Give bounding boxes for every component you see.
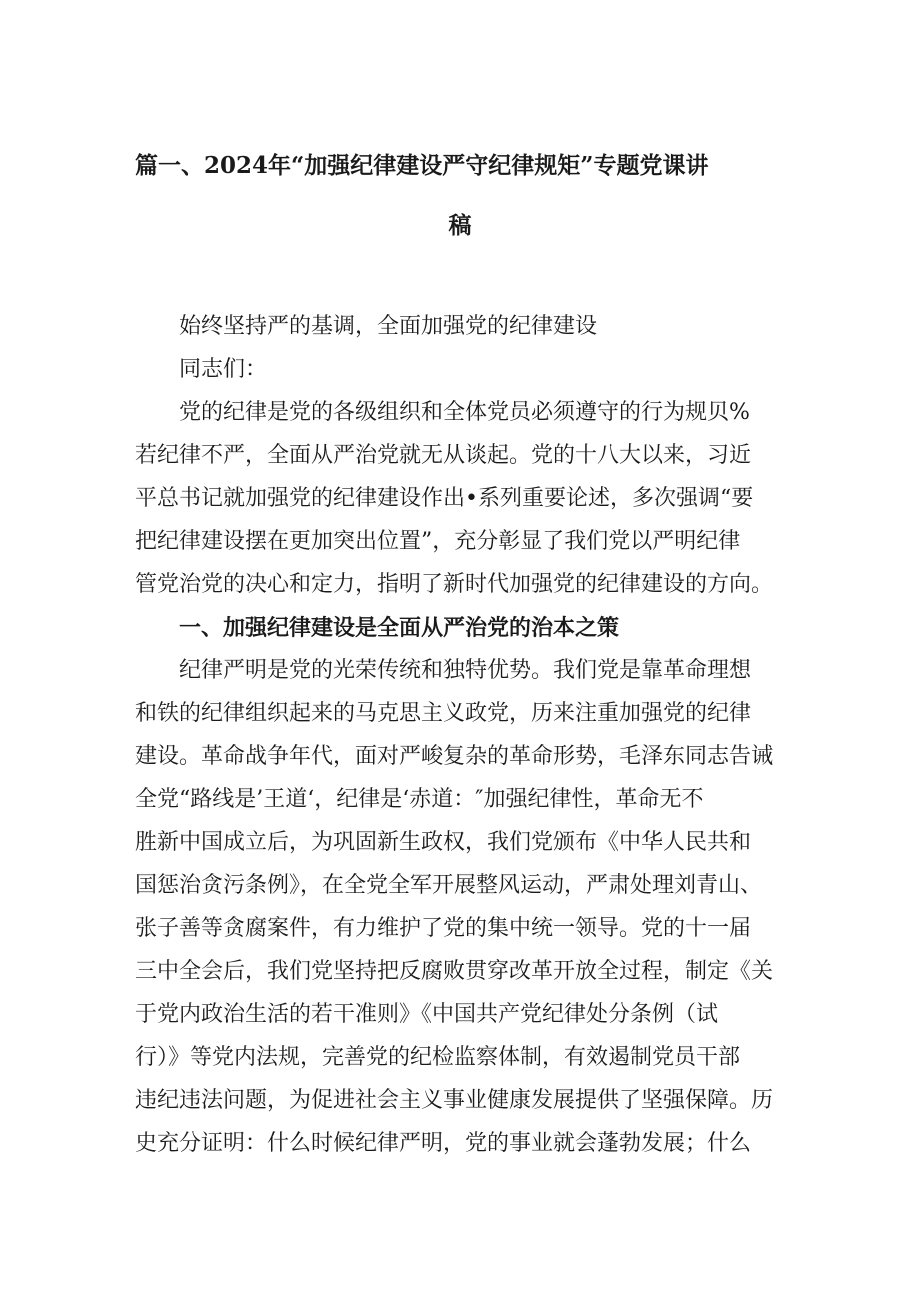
document-title-continued: 稿 — [448, 212, 472, 239]
body-line: 若纪律不严，全面从严治党就无从谈起。党的十八大以来，习近 — [135, 443, 752, 468]
section-heading: 一、加强纪律建设是全面从严治党的治本之策 — [179, 615, 620, 641]
body-line: 国惩治贪污条例》，在全党全军开展整风运动，严肃处理刘青山、 — [135, 873, 763, 898]
body-line: 把纪律建设摆在更加突出位置”，充分彰显了我们党以严明纪律 — [135, 529, 741, 554]
body-line: 管党治党的决心和定力，指明了新时代加强党的纪律建设的方向。 — [135, 572, 774, 597]
body-line: 和铁的纪律组织起来的马克思主义政党，历来注重加强党的纪律 — [135, 701, 752, 726]
body-line: 建设。革命战争年代，面对严峻复杂的革命形势，毛泽东同志告诫 — [135, 744, 774, 769]
document-title: 篇一、2024年“加强纪律建设严守纪律规矩”专题党课讲 — [135, 152, 709, 179]
body-line: 胜新中国成立后，为巩固新生政权，我们党颁布《中华人民共和 — [135, 830, 752, 855]
body-line: 纪律严明是党的光荣传统和独特优势。我们党是靠革命理想 — [179, 658, 752, 683]
body-line: 违纪违法问题，为促进社会主义事业健康发展提供了坚强保障。历 — [135, 1088, 774, 1113]
subtitle-line: 始终坚持严的基调，全面加强党的纪律建设 — [179, 314, 598, 339]
body-line: 史充分证明：什么时候纪律严明，党的事业就会蓬勃发展；什么 — [135, 1131, 752, 1156]
body-line: 三中全会后，我们党坚持把反腐败贯穿改革开放全过程，制定《关 — [135, 959, 774, 984]
body-line: 党的纪律是党的各级组织和全体党员必须遵守的行为规贝% — [179, 400, 750, 425]
body-line: 全党“路线是’王道‘，纪律是‘赤道：″加强纪律性，革命无不 — [135, 787, 704, 812]
body-line: 行）》等党内法规，完善党的纪检监察体制，有效遏制党员干部 — [135, 1045, 741, 1070]
body-line: 张子善等贪腐案件，有力维护了党的集中统一领导。党的十一届 — [135, 916, 752, 941]
salutation-line: 同志们： — [179, 357, 268, 382]
body-line: 平总书记就加强党的纪律建设作出•系列重要论述，多次强调“要 — [135, 486, 754, 511]
body-line: 于党内政治生活的若干准则》《中国共产党纪律处分条例（试 — [135, 1002, 719, 1027]
